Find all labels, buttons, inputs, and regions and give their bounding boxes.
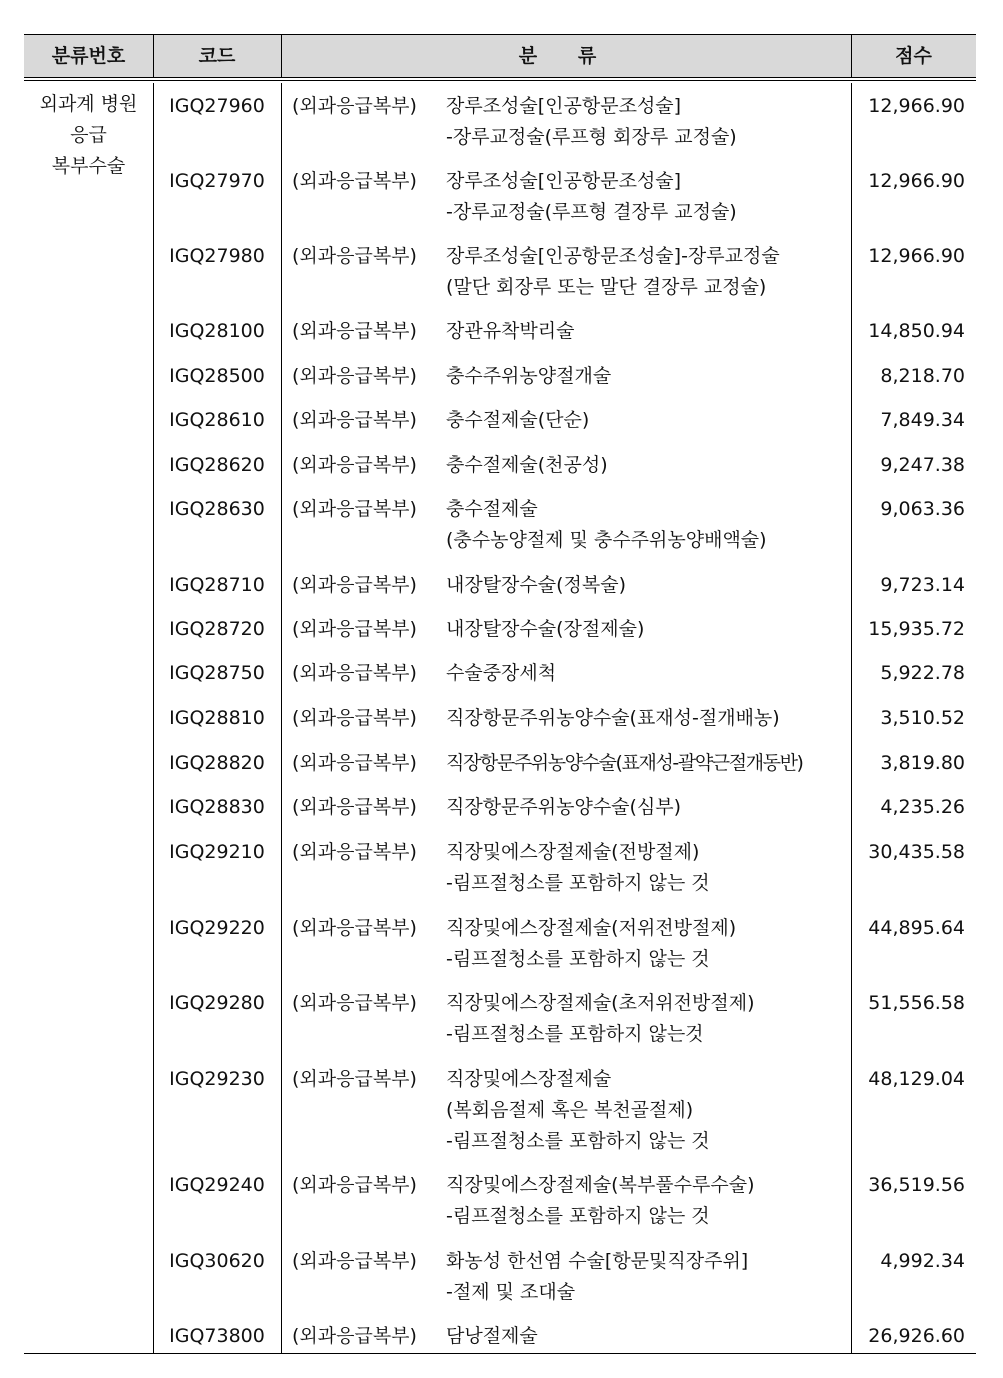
description-cell [446,614,846,645]
score-cell: 4,235.26 [880,796,965,818]
category-prefix: (외과응급복부) [292,1250,417,1272]
category-prefix: (외과응급복부) [292,662,417,684]
description-cell [446,658,846,689]
description-line: 충수절제술(단순) [446,409,590,431]
description-line: 장루조성술[인공항문조성술] [446,170,682,192]
score-cell: 12,966.90 [868,170,965,192]
code-cell: IGQ28750 [169,662,265,684]
description-line: -장루교정술(루프형 결장루 교정술) [446,201,737,223]
score-cell: 9,247.38 [880,454,965,476]
description-line: 직장및에스장절제술(전방절제) [446,841,700,863]
category-prefix: (외과응급복부) [292,170,417,192]
score-cell: 12,966.90 [868,245,965,267]
category-line: 복부수술 [51,155,126,177]
score-cell: 44,895.64 [868,917,965,939]
code-cell: IGQ28720 [169,618,265,640]
code-cell: IGQ27980 [169,245,265,267]
table-bottom-rule [24,1353,976,1354]
description-line: 직장및에스장절제술 [446,1068,612,1090]
column-divider [153,35,154,77]
description-line: 장루조성술[인공항문조성술]-장루교정술 [446,245,780,267]
code-cell: IGQ27970 [169,170,265,192]
description-line: 직장및에스장절제술(초저위전방절제) [446,992,755,1014]
description-line: 직장및에스장절제술(저위전방절제) [446,917,737,939]
category-prefix: (외과응급복부) [292,409,417,431]
description-cell [446,1170,846,1232]
category-prefix: (외과응급복부) [292,454,417,476]
score-cell: 8,218.70 [880,365,965,387]
code-cell: IGQ28830 [169,796,265,818]
description-line: 충수주위농양절개술 [446,365,612,387]
description-line: -장루교정술(루프형 회장루 교정술) [446,126,737,148]
description-cell [446,570,846,601]
description-line: (복회음절제 혹은 복천골절제) [446,1099,694,1121]
description-line: 직장항문주위농양수술(표재성-절개배농) [446,707,780,729]
score-cell: 9,723.14 [880,574,965,596]
description-cell [446,166,846,228]
code-cell: IGQ29240 [169,1174,265,1196]
code-cell: IGQ28620 [169,454,265,476]
code-cell: IGQ73800 [169,1325,265,1347]
code-cell: IGQ28810 [169,707,265,729]
table-header [24,34,976,77]
description-cell [446,1246,846,1308]
category-line: 외과계 병원 [39,93,138,115]
category-prefix: (외과응급복부) [292,992,417,1014]
score-cell: 9,063.36 [880,498,965,520]
category-prefix: (외과응급복부) [292,574,417,596]
category-prefix: (외과응급복부) [292,498,417,520]
description-line: 수술중장세척 [446,662,557,684]
code-cell: IGQ28710 [169,574,265,596]
score-cell: 3,510.52 [880,707,965,729]
score-cell: 15,935.72 [868,618,965,640]
table-body [24,83,976,1353]
code-cell: IGQ30620 [169,1250,265,1272]
header-classification: 분 류 [518,45,614,67]
column-divider [281,35,282,77]
description-line: 직장및에스장절제술(복부풀수루수술) [446,1174,755,1196]
description-line: 장루조성술[인공항문조성술] [446,95,682,117]
column-divider [851,35,852,77]
category-prefix: (외과응급복부) [292,841,417,863]
description-cell [446,91,846,153]
code-cell: IGQ29280 [169,992,265,1014]
column-divider [281,83,282,1353]
description-line: -림프절청소를 포함하지 않는 것 [446,948,710,970]
description-cell [446,748,846,779]
header-category-no: 분류번호 [51,45,126,67]
score-cell: 48,129.04 [868,1068,965,1090]
code-cell: IGQ29220 [169,917,265,939]
category-prefix: (외과응급복부) [292,752,417,774]
category-prefix: (외과응급복부) [292,95,417,117]
description-cell [446,405,846,436]
description-cell [446,792,846,823]
description-line: -림프절청소를 포함하지 않는것 [446,1023,704,1045]
header-score: 점수 [895,45,932,67]
score-cell: 30,435.58 [868,841,965,863]
description-line: 직장항문주위농양수술(심부) [446,796,682,818]
description-cell [446,1321,846,1352]
code-cell: IGQ29230 [169,1068,265,1090]
code-cell: IGQ27960 [169,95,265,117]
category-prefix: (외과응급복부) [292,1325,417,1347]
score-cell: 7,849.34 [880,409,965,431]
category-cell [24,89,153,182]
score-table [24,34,976,1353]
description-cell [446,241,846,303]
description-line: 장관유착박리술 [446,320,575,342]
score-cell: 12,966.90 [868,95,965,117]
score-cell: 51,556.58 [868,992,965,1014]
description-cell [446,1064,846,1157]
category-prefix: (외과응급복부) [292,707,417,729]
description-line: 화농성 한선염 수술[항문및직장주위] [446,1250,749,1272]
header-code: 코드 [198,45,236,67]
category-prefix: (외과응급복부) [292,245,417,267]
code-cell: IGQ28630 [169,498,265,520]
category-prefix: (외과응급복부) [292,365,417,387]
category-line: 응급 [70,124,107,146]
score-cell: 14,850.94 [868,320,965,342]
score-cell: 3,819.80 [880,752,965,774]
description-cell [446,988,846,1050]
score-cell: 4,992.34 [880,1250,965,1272]
description-cell [446,703,846,734]
description-cell [446,913,846,975]
description-line: 내장탈장수술(정복술) [446,574,627,596]
description-cell [446,494,846,556]
description-line: -림프절청소를 포함하지 않는 것 [446,872,710,894]
description-line: (충수농양절제 및 충수주위농양배액술) [446,529,767,551]
description-line: 내장탈장수술(장절제술) [446,618,645,640]
description-line: -림프절청소를 포함하지 않는 것 [446,1130,710,1152]
score-cell: 36,519.56 [868,1174,965,1196]
description-cell [446,316,846,347]
description-line: (말단 회장루 또는 말단 결장루 교정술) [446,276,767,298]
category-prefix: (외과응급복부) [292,1174,417,1196]
score-cell: 26,926.60 [868,1325,965,1347]
category-prefix: (외과응급복부) [292,1068,417,1090]
description-line: 직장항문주위농양수술(표재성-괄약근절개동반) [446,752,803,774]
description-cell [446,361,846,392]
description-line: -절제 및 조대술 [446,1281,576,1303]
description-cell [446,450,846,481]
description-cell [446,837,846,899]
score-cell: 5,922.78 [880,662,965,684]
code-cell: IGQ28610 [169,409,265,431]
code-cell: IGQ28100 [169,320,265,342]
description-line: 충수절제술 [446,498,538,520]
category-prefix: (외과응급복부) [292,796,417,818]
code-cell: IGQ29210 [169,841,265,863]
description-line: -림프절청소를 포함하지 않는 것 [446,1205,710,1227]
description-line: 담낭절제술 [446,1325,538,1347]
code-cell: IGQ28820 [169,752,265,774]
description-line: 충수절제술(천공성) [446,454,608,476]
category-prefix: (외과응급복부) [292,320,417,342]
category-prefix: (외과응급복부) [292,917,417,939]
code-cell: IGQ28500 [169,365,265,387]
category-prefix: (외과응급복부) [292,618,417,640]
